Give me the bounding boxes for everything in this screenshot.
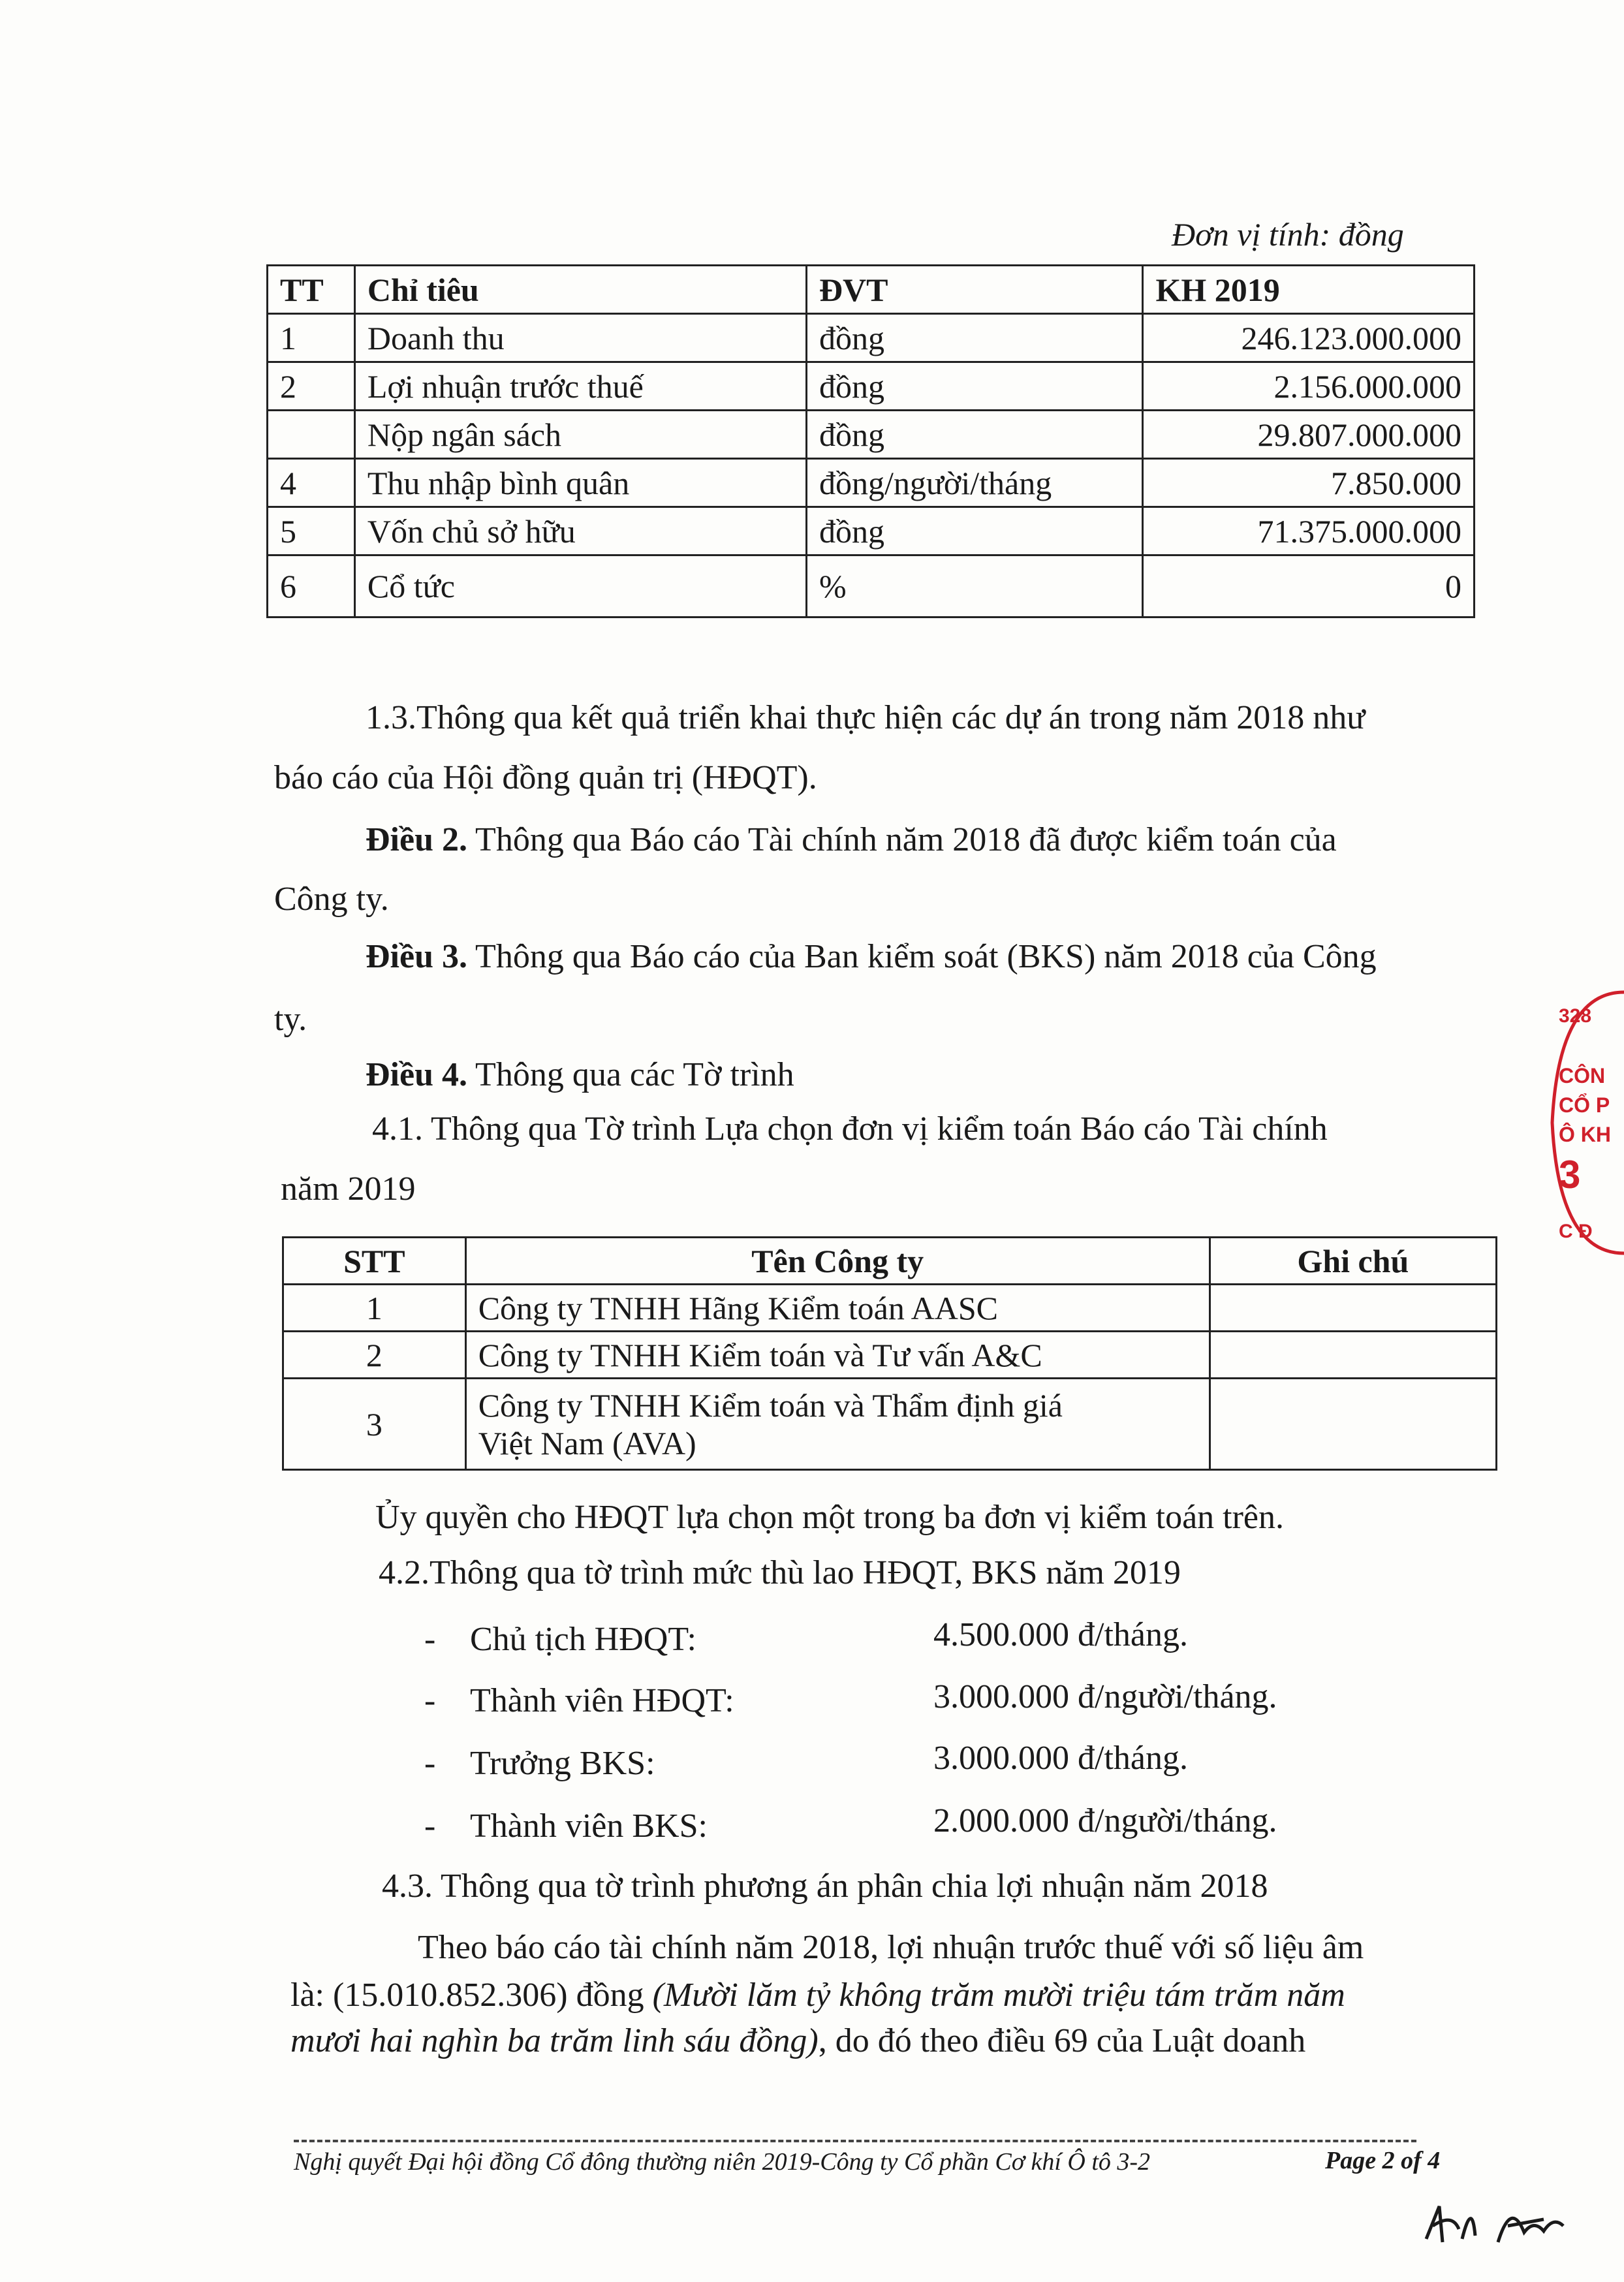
dieu-4-text: Thông qua các Tờ trình [467,1056,794,1093]
company-seal-fragment: 328 CÔN CỔ P Ô KH 3 C Đ [1546,979,1624,1266]
remuneration-role: Thành viên BKS: [470,1807,708,1845]
cell-indicator: Doanh thu [354,314,806,362]
cell-value: 29.807.000.000 [1143,411,1475,459]
cell-value: 2.156.000.000 [1143,362,1475,411]
sec-4-1-line2: năm 2019 [281,1170,416,1208]
company-name-line1: Công ty TNHH Kiểm toán và Thẩm định giá [478,1386,1063,1424]
dieu-3 [366,930,1377,984]
audit-firm-table [282,1236,1497,1471]
remuneration-dash: - [424,1745,436,1782]
sec-4-1-line1: 4.1. Thông qua Tờ trình Lựa chọn đơn vị kiểm toán Báo cáo Tài chính [372,1110,1328,1148]
table-row [268,314,1475,362]
remuneration-dash: - [424,1682,436,1719]
cell-stt: 2 [283,1332,466,1379]
table-row [283,1379,1497,1470]
cell-unit: đồng [806,411,1143,459]
cell-tt: 6 [268,555,355,617]
header-tt: TT [268,266,355,314]
remuneration-role: Trưởng BKS: [470,1745,655,1782]
dieu-3-label: Điều 3. [366,938,467,975]
cell-tt: 2 [268,362,355,411]
plan-table [266,264,1475,618]
table-row [268,362,1475,411]
table-row [268,411,1475,459]
dieu-3-text: Thông qua Báo cáo của Ban kiểm soát (BKS) năm 2018 của Công [467,938,1377,975]
cell-value: 71.375.000.000 [1143,507,1475,555]
remuneration-amount: 3.000.000 đ/người/tháng. [933,1678,1277,1715]
cell-unit: % [806,555,1143,617]
cell-stt: 1 [283,1285,466,1332]
legal-basis: , do đó theo điều 69 của Luật doanh [818,2022,1306,2059]
table-header-row [268,266,1475,314]
cell-company [465,1379,1210,1470]
header-unit: ĐVT [806,266,1143,314]
cell-note [1210,1379,1496,1470]
remuneration-dash: - [424,1807,436,1845]
cell-note [1210,1332,1496,1379]
footer-text: Nghị quyết Đại hội đồng Cổ đông thường niên 2019-Công ty Cổ phần Cơ khí Ô tô 3-2 [294,2148,1151,2176]
dieu-2 [366,813,1337,867]
table-header-row [283,1238,1497,1285]
page-number: Page 2 of 4 [1325,2147,1441,2174]
dieu-4 [366,1048,794,1102]
loss-in-words: (Mười lăm tỷ không trăm mười triệu tám trăm năm [652,1977,1345,2014]
signature-initials [1413,2180,1583,2252]
cell-unit: đồng [806,362,1143,411]
cell-unit: đồng [806,507,1143,555]
table-row [268,507,1475,555]
sec-4-3-line3 [290,2014,1305,2069]
sec-1-3-line2: báo cáo của Hội đồng quản trị (HĐQT). [274,759,817,796]
cell-unit: đồng [806,314,1143,362]
cell-value: 246.123.000.000 [1143,314,1475,362]
loss-amount: là: (15.010.852.306) đồng [290,1977,653,2014]
delegate-text: Ủy quyền cho HĐQT lựa chọn một trong ba đơn vị kiểm toán trên. [375,1499,1285,1536]
cell-tt: 1 [268,314,355,362]
cell-value: 7.850.000 [1143,459,1475,507]
cell-unit: đồng/người/tháng [806,459,1143,507]
sec-4-2-title: 4.2.Thông qua tờ trình mức thù lao HĐQT, BKS năm 2019 [379,1554,1181,1591]
sec-4-3-title: 4.3. Thông qua tờ trình phương án phân chia lợi nhuận năm 2018 [382,1868,1268,1905]
cell-indicator: Lợi nhuận trước thuế [354,362,806,411]
dieu-2-line2: Công ty. [274,881,389,918]
dieu-2-text: Thông qua Báo cáo Tài chính năm 2018 đã được kiểm toán của [467,821,1337,858]
table-row [268,555,1475,617]
cell-note [1210,1285,1496,1332]
loss-in-words-cont: mươi hai nghìn ba trăm linh sáu đồng) [290,2022,819,2059]
unit-note: Đơn vị tính: đồng [1172,216,1404,253]
header-company: Tên Công ty [465,1238,1210,1285]
remuneration-amount: 2.000.000 đ/người/tháng. [933,1802,1277,1839]
cell-stt: 3 [283,1379,466,1470]
sec-4-3-line1: Theo báo cáo tài chính năm 2018, lợi nhuận trước thuế với số liệu âm [418,1929,1364,1966]
dieu-3-line2: ty. [274,1001,307,1038]
cell-company: Công ty TNHH Hãng Kiểm toán AASC [465,1285,1210,1332]
footer-divider [294,2140,1416,2142]
remuneration-dash: - [424,1621,436,1658]
cell-indicator: Vốn chủ sở hữu [354,507,806,555]
cell-tt: 4 [268,459,355,507]
remuneration-role: Thành viên HĐQT: [470,1682,734,1719]
table-row [283,1332,1497,1379]
cell-company: Công ty TNHH Kiểm toán và Tư vấn A&C [465,1332,1210,1379]
table-row [283,1285,1497,1332]
cell-tt: 5 [268,507,355,555]
header-stt: STT [283,1238,466,1285]
cell-indicator: Nộp ngân sách [354,411,806,459]
remuneration-role: Chủ tịch HĐQT: [470,1621,696,1658]
company-name-line2: Việt Nam (AVA) [478,1424,696,1461]
remuneration-amount: 3.000.000 đ/tháng. [933,1740,1188,1777]
header-plan-2019: KH 2019 [1143,266,1475,314]
cell-indicator: Thu nhập bình quân [354,459,806,507]
cell-value: 0 [1143,555,1475,617]
table-row [268,459,1475,507]
header-note: Ghi chú [1210,1238,1496,1285]
dieu-2-label: Điều 2. [366,821,467,858]
header-indicator: Chỉ tiêu [354,266,806,314]
sec-1-3-line1: 1.3.Thông qua kết quả triển khai thực hiện các dự án trong năm 2018 như [366,699,1366,736]
cell-indicator: Cổ tức [354,555,806,617]
remuneration-amount: 4.500.000 đ/tháng. [933,1616,1188,1653]
dieu-4-label: Điều 4. [366,1056,467,1093]
cell-tt [268,411,355,459]
